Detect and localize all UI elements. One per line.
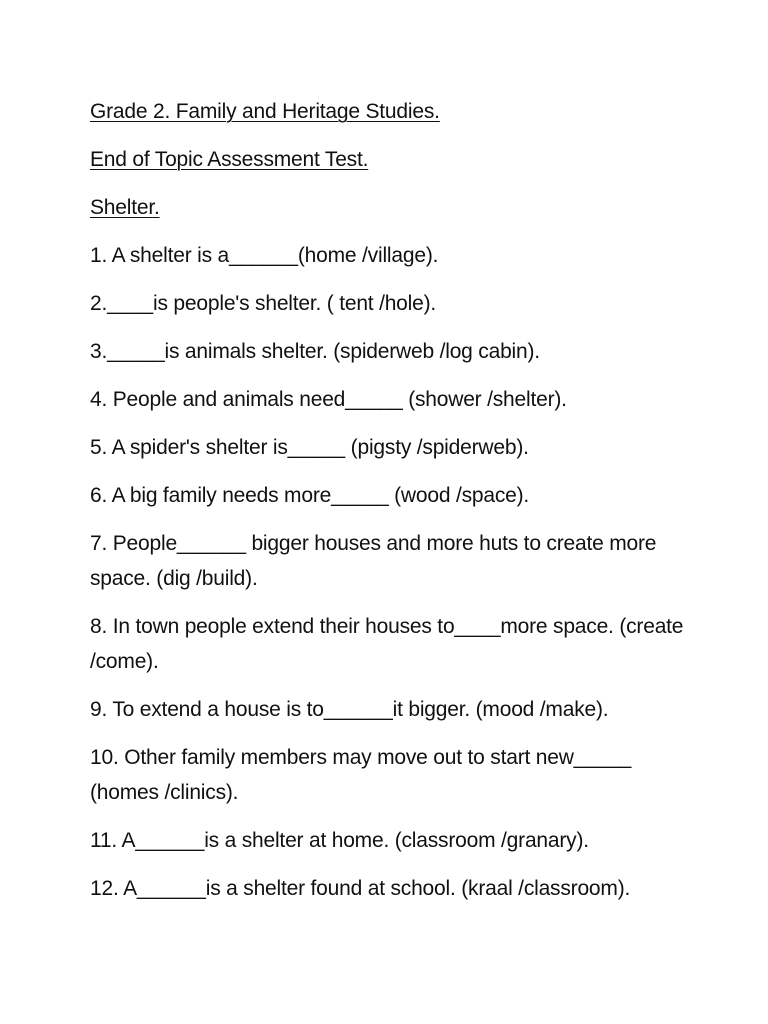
- question-10: 10. Other family members may move out to start new_____ (homes /clinics).: [90, 746, 632, 804]
- question-4: 4. People and animals need_____ (shower /shelter).: [90, 388, 567, 411]
- question-6: 6. A big family needs more_____ (wood /space).: [90, 484, 530, 507]
- question-11: 11. A______is a shelter at home. (classroom /granary).: [90, 829, 589, 852]
- topic-heading: Shelter.: [90, 196, 160, 219]
- worksheet-content: [90, 94, 700, 919]
- document-title: Grade 2. Family and Heritage Studies.: [90, 100, 440, 123]
- question-2: 2.____is people's shelter. ( tent /hole).: [90, 292, 437, 315]
- question-1: 1. A shelter is a______(home /village).: [90, 244, 439, 267]
- question-7: 7. People______ bigger houses and more huts to create more space. (dig /build).: [90, 532, 657, 590]
- document-subtitle: End of Topic Assessment Test.: [90, 148, 369, 171]
- question-5: 5. A spider's shelter is_____ (pigsty /spiderweb).: [90, 436, 529, 459]
- question-12: 12. A______is a shelter found at school. (kraal /classroom).: [90, 877, 631, 900]
- question-3: 3._____is animals shelter. (spiderweb /log cabin).: [90, 340, 540, 363]
- question-9: 9. To extend a house is to______it bigger. (mood /make).: [90, 698, 609, 721]
- question-8: 8. In town people extend their houses to____more space. (create /come).: [90, 615, 684, 673]
